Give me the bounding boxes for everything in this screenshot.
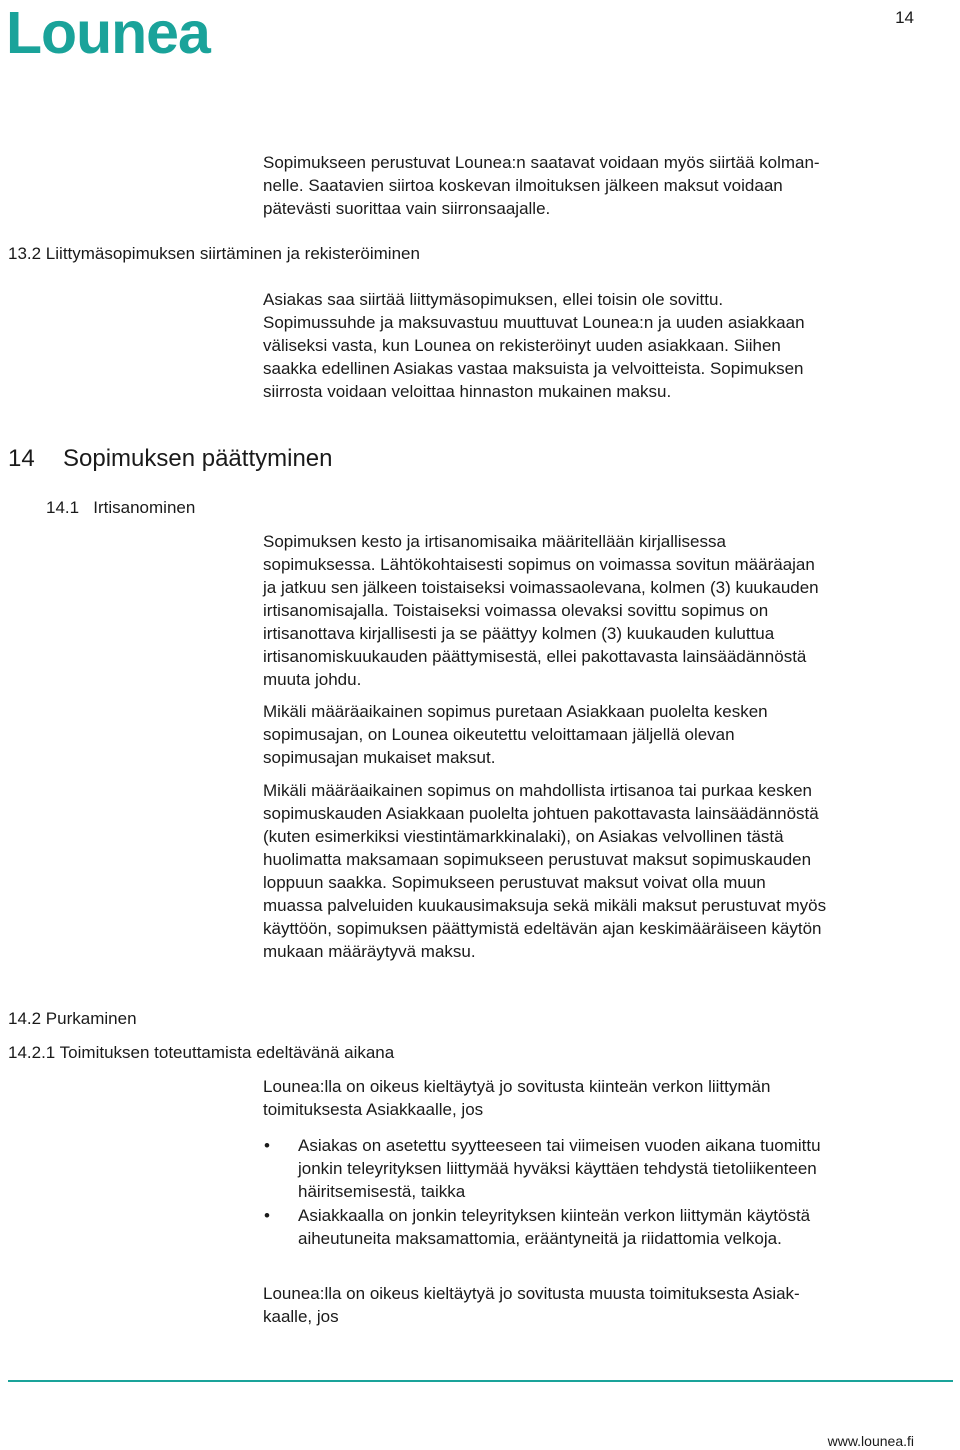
section-13-2-heading: 13.2 Liittymäsopimuksen siirtäminen ja rekisteröiminen xyxy=(8,244,420,263)
text-line: mukaan määräytyvä maksu. xyxy=(263,942,476,961)
section-14-1-paragraph-1 xyxy=(263,530,923,691)
page-number: 14 xyxy=(895,8,914,27)
section-14-number: 14 xyxy=(8,445,35,472)
section-14-1-heading: 14.1 Irtisanominen xyxy=(46,498,196,517)
text-line: sopimusajan mukaiset maksut. xyxy=(263,748,496,767)
text-line: käyttöön, sopimuksen päättymistä edeltävän ajan keskimääräiseen käytön xyxy=(263,919,822,938)
text-line: pätevästi suorittaa vain siirronsaajalle. xyxy=(263,199,551,218)
bullet-icon: • xyxy=(264,1136,270,1155)
text-line: väliseksi vasta, kun Lounea on rekisteröinyt uuden asiakkaan. Siihen xyxy=(263,336,781,355)
text-line: irtisanottava kirjallisesti ja se päättyy kolmen (3) kuukauden kuluttua xyxy=(263,624,775,643)
text-line: sopimusajan, on Lounea oikeutettu veloittamaan jäljellä olevan xyxy=(263,725,735,744)
bullet-line: Asiakas on asetettu syytteeseen tai viimeisen vuoden aikana tuomittu xyxy=(298,1136,821,1155)
section-14-heading xyxy=(8,445,332,473)
text-line: toimituksesta Asiakkaalle, jos xyxy=(263,1100,484,1119)
lounea-logo: Lounea xyxy=(6,0,210,66)
text-line: Lounea:lla on oikeus kieltäytyä jo sovitusta kiinteän verkon liittymän xyxy=(263,1077,771,1096)
text-line: sopimuksessa. Lähtökohtaisesti sopimus on voimassa sovitun määräajan xyxy=(263,555,815,574)
section-14-2-1-intro xyxy=(263,1075,923,1121)
text-line: irtisanomisajalla. Toistaiseksi voimassa olevaksi sovittu sopimus on xyxy=(263,601,769,620)
bullet-line: Asiakkaalla on jonkin teleyrityksen kiinteän verkon liittymän käytöstä xyxy=(298,1206,811,1225)
bullet-list xyxy=(263,1134,914,1250)
text-line: Mikäli määräaikainen sopimus puretaan Asiakkaan puolelta kesken xyxy=(263,702,768,721)
text-line: siirrosta voidaan veloittaa hinnaston mukainen maksu. xyxy=(263,382,672,401)
section-14-2-1-closing xyxy=(263,1282,923,1328)
text-line: irtisanomiskuukauden päättymisestä, ellei pakottavasta lainsäädännöstä xyxy=(263,647,807,666)
text-line: loppuun saakka. Sopimukseen perustuvat maksut voivat olla muun xyxy=(263,873,766,892)
section-13-2-paragraph xyxy=(263,288,923,403)
section-14-1-paragraph-2 xyxy=(263,700,923,769)
text-line: nelle. Saatavien siirtoa koskevan ilmoituksen jälkeen maksut voidaan xyxy=(263,176,783,195)
text-line: muuta johdu. xyxy=(263,670,362,689)
text-line: muassa palveluiden kuukausimaksuja sekä mikäli maksut perustuvat myös xyxy=(263,896,827,915)
text-line: sopimuskauden Asiakkaan puolelta johtuen pakottavasta lainsäädännöstä xyxy=(263,804,819,823)
text-line: Sopimuksen kesto ja irtisanomisaika määritellään kirjallisessa xyxy=(263,532,726,551)
section-14-2-1-heading: 14.2.1 Toimituksen toteuttamista edeltävänä aikana xyxy=(8,1043,395,1062)
text-line: huolimatta maksamaan sopimukseen perustuvat maksut sopimuskauden xyxy=(263,850,812,869)
text-line: saakka edellinen Asiakas vastaa maksuista ja velvoitteista. Sopimuksen xyxy=(263,359,804,378)
bullet-line: häiritsemisestä, taikka xyxy=(298,1182,466,1201)
text-line: Mikäli määräaikainen sopimus on mahdollista irtisanoa tai purkaa kesken xyxy=(263,781,812,800)
text-line: kaalle, jos xyxy=(263,1307,339,1326)
text-line: ja jatkuu sen jälkeen toistaiseksi voimassaolevana, kolmen (3) kuukauden xyxy=(263,578,819,597)
text-line: Lounea:lla on oikeus kieltäytyä jo sovitusta muusta toimituksesta Asiak- xyxy=(263,1284,800,1303)
list-item xyxy=(263,1204,914,1250)
text-line: Sopimussuhde ja maksuvastuu muuttuvat Lounea:n ja uuden asiakkaan xyxy=(263,313,805,332)
text-line: (kuten esimerkiksi viestintämarkkinalaki), on Asiakas velvollinen tästä xyxy=(263,827,784,846)
text-line: Sopimukseen perustuvat Lounea:n saatavat voidaan myös siirtää kolman- xyxy=(263,153,820,172)
text-line: Asiakas saa siirtää liittymäsopimuksen, ellei toisin ole sovittu. xyxy=(263,290,724,309)
footer-url: www.lounea.fi xyxy=(827,1433,914,1449)
bullet-icon: • xyxy=(264,1206,270,1225)
bullet-line: jonkin teleyrityksen liittymää hyväksi käyttäen tehdystä tietoliikenteen xyxy=(298,1159,817,1178)
section-14-title: Sopimuksen päättyminen xyxy=(63,445,333,472)
bullet-line: aiheutuneita maksamattomia, erääntyneitä ja riidattomia velkoja. xyxy=(298,1229,782,1248)
section-14-2-heading: 14.2 Purkaminen xyxy=(8,1009,137,1028)
intro-paragraph xyxy=(263,151,923,220)
list-item xyxy=(263,1134,914,1203)
footer-divider xyxy=(8,1380,953,1382)
section-14-1-paragraph-3 xyxy=(263,779,923,963)
